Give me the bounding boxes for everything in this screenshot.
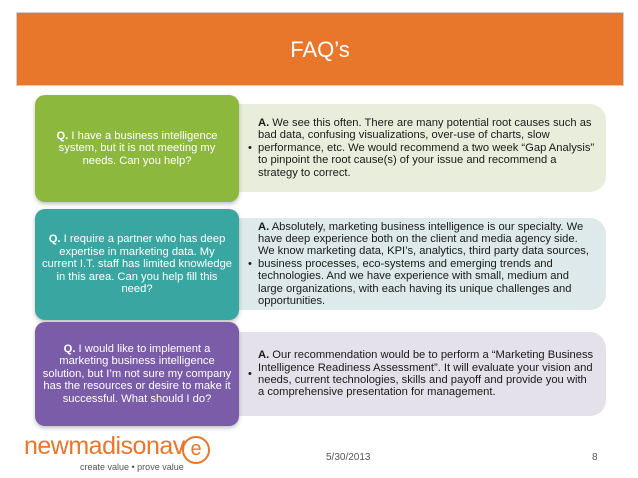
answer-box-2 [222, 218, 606, 310]
bullet-icon: • [248, 367, 252, 380]
question-box-3 [35, 322, 239, 426]
question-body-3: I would like to implement a marketing business intelligence solution, but I’m not sure my company has the resources or desire to make it successful. What should I do? [42, 342, 232, 405]
answer-body-2: Absolutely, marketing business intelligence is our specialty. We have deep experience both on the client and media agency side. We know marketing data, KPI’s, analytics, third party data sources, business processes, eco-systems and emerging trends and technologies. And we have experience with small, medium and large organizations, with each having its unique challenges and opportunities. [258, 220, 590, 308]
question-label-1: Q. [56, 129, 69, 142]
answer-label-1: A. [258, 116, 270, 129]
answer-text-2 [258, 221, 596, 308]
question-text-3 [41, 343, 233, 405]
bullet-icon: • [248, 141, 252, 154]
logo-wordmark: newmadisonav [24, 432, 185, 460]
answer-text-1 [258, 117, 596, 179]
bullet-icon: • [248, 257, 252, 270]
question-body-2: I require a partner who has deep expertise in marketing data. My current I.T. staff has limited knowledge in this area. Can you help fill this need? [41, 233, 233, 296]
answer-label-3: A. [258, 349, 270, 362]
answer-text-3 [258, 349, 596, 399]
slide-title: FAQ’s [290, 37, 350, 62]
answer-body-3: Our recommendation would be to perform a “Marketing Business Intelligence Readiness Assessment”. It will evaluate your vision and needs, current technologies, skills and payoff and provide you with a comprehensive presentation for management. [258, 349, 594, 399]
answer-label-2: A. [258, 220, 270, 233]
question-text-1 [41, 130, 233, 167]
question-box-1 [35, 95, 239, 202]
answer-body-1: We see this often. There are many potential root causes such as bad data, confusing visualizations, over-use of charts, slow performance, etc. We would recommend a two week “Gap Analysis” to pinpoint the root cause(s) of your issue and recommend a strategy to correct. [258, 116, 595, 179]
answer-box-3 [222, 332, 606, 416]
logo-tagline: create value • prove value [80, 462, 184, 472]
title-bar [16, 12, 624, 86]
question-label-3: Q. [63, 342, 76, 355]
question-text-2 [41, 233, 233, 295]
logo-e-icon: e [182, 436, 210, 464]
question-body-1: I have a business intelligence system, but it is not meeting my needs. Can you help? [58, 129, 218, 167]
company-logo [24, 432, 224, 474]
page-number: 8 [592, 452, 598, 463]
question-label-2: Q. [48, 233, 61, 246]
question-box-2 [35, 209, 239, 320]
footer-date: 5/30/2013 [326, 452, 371, 463]
answer-box-1 [222, 104, 606, 192]
